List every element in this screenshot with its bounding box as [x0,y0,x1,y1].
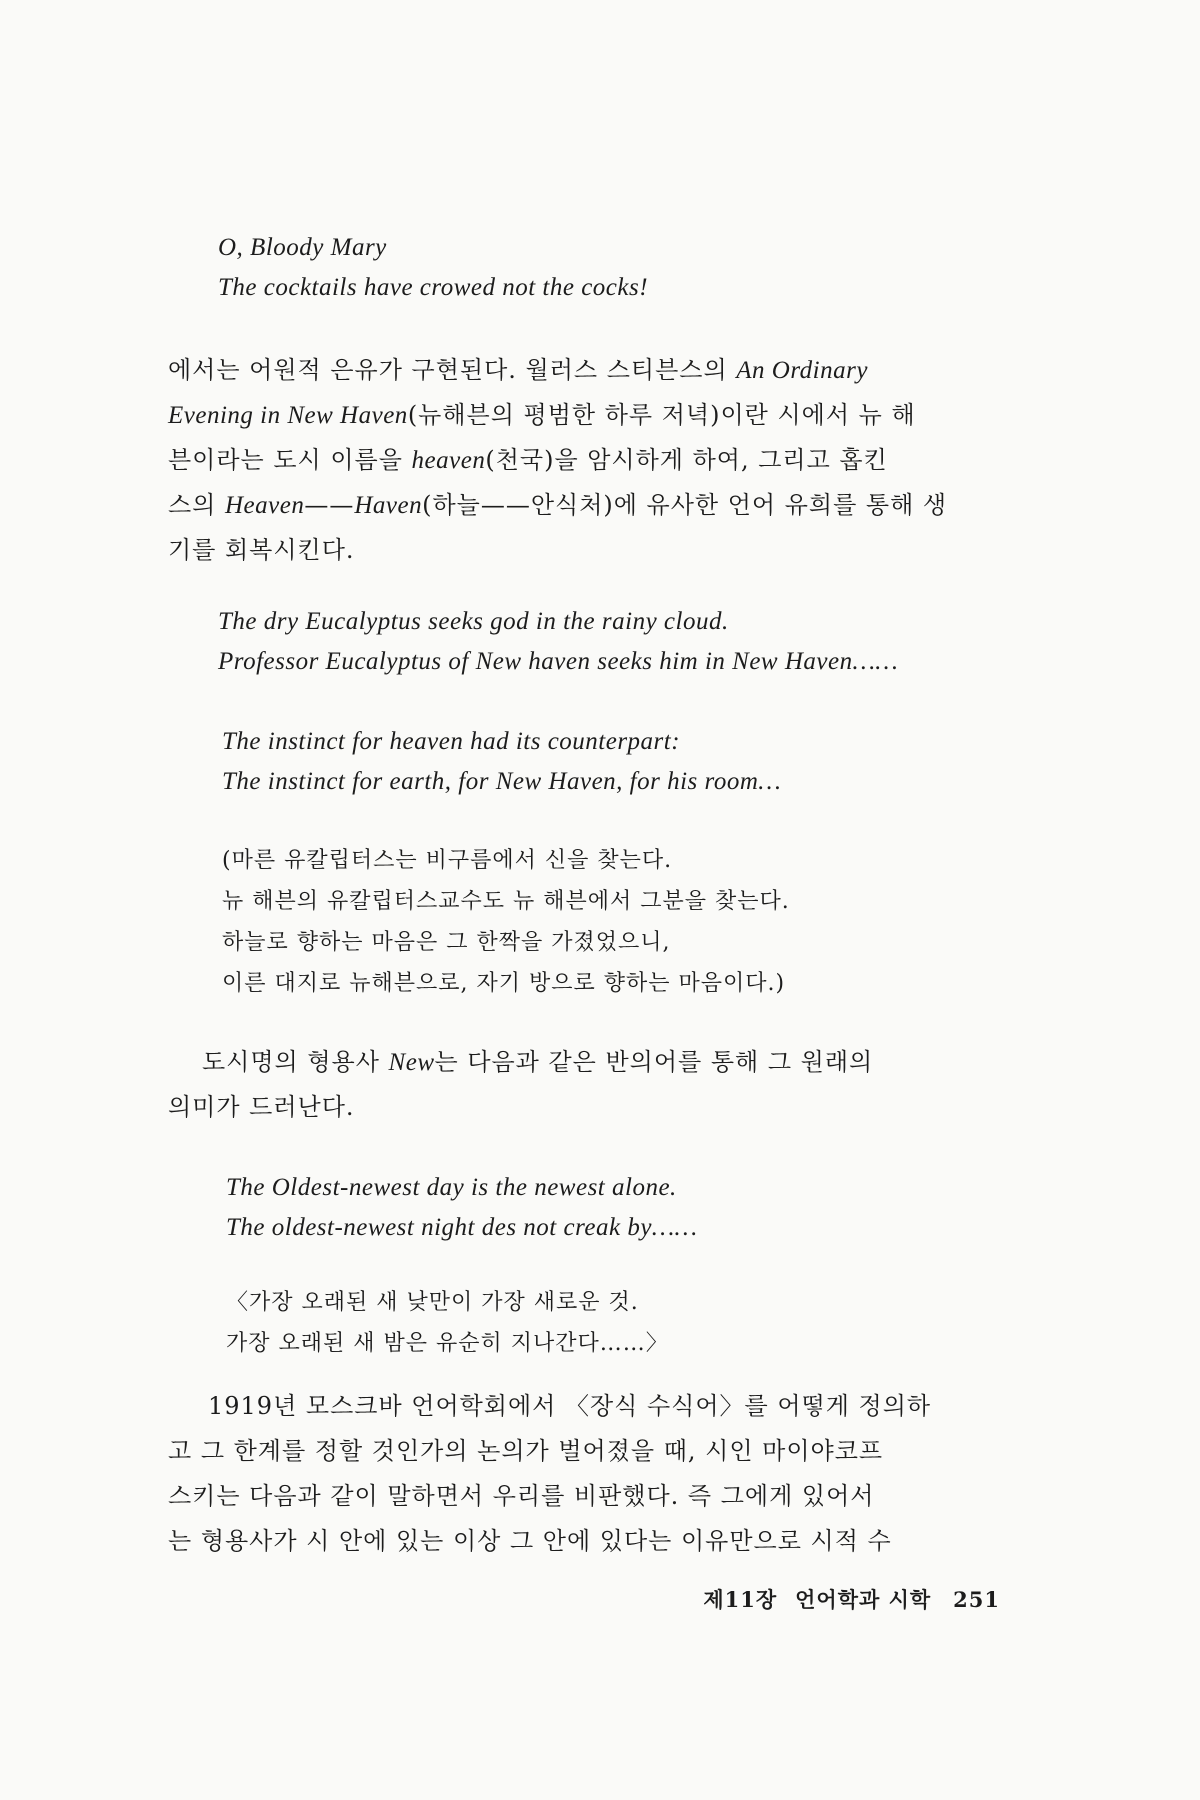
english-verse-3 [222,722,781,802]
em-dash: —— [480,491,531,519]
chapter-number: 제11장 [703,1587,778,1612]
verse-line: The instinct for earth, for New Haven, for his room… [222,768,782,795]
paragraph-line [168,528,1038,573]
text-run: 도시명의 형용사 [202,1048,389,1076]
body-paragraph-2 [168,1040,1038,1130]
italic-title: Evening in New Haven [168,402,408,429]
verse-line: O, Bloody Mary [218,234,387,261]
italic-title: An Ordinary [736,357,868,384]
running-footer [0,1584,1000,1614]
paragraph-line [168,438,1038,483]
text-run: 스의 [168,491,225,519]
korean-translation-1 [222,840,790,1004]
translation-line: (마른 유칼립터스는 비구름에서 신을 찾는다. [222,848,673,873]
paragraph-line [168,483,1038,528]
paragraph-line: 1919년 모스크바 언어학회에서 〈장식 수식어〉를 어떻게 정의하 [208,1392,932,1420]
paragraph-line: 스키는 다음과 같이 말하면서 우리를 비판했다. 즉 그에게 있어서 [168,1482,875,1510]
translation-line: 〈가장 오래된 새 낮만이 가장 새로운 것. [226,1290,639,1315]
body-paragraph-3 [168,1384,1038,1564]
paragraph-line [168,348,1038,393]
translation-line: 하늘로 향하는 마음은 그 한짝을 가졌었으니, [222,930,671,955]
verse-line: Professor Eucalyptus of New haven seeks him in New Haven…… [218,648,899,675]
english-verse-1 [218,228,648,308]
text-run: 는 다음과 같은 반의어를 통해 그 원래의 [434,1048,874,1076]
translation-line: 가장 오래된 새 밤은 유순히 지나간다……〉 [226,1331,669,1356]
verse-line: The instinct for heaven had its counterpart: [222,728,681,755]
italic-word: New [388,1049,435,1076]
paragraph-line: 는 형용사가 시 안에 있는 이상 그 안에 있다는 이유만으로 시적 수 [168,1527,892,1555]
text-run: 안식처)에 유사한 언어 유희를 통해 생 [530,491,948,519]
em-dash: —— [304,491,355,519]
body-paragraph-1 [168,348,1038,573]
paragraph-line [168,1040,1038,1085]
korean-translation-2 [226,1282,669,1364]
text-run: 에서는 어원적 은유가 구현된다. 월러스 스티븐스의 [168,356,737,384]
text-run: 의미가 드러난다. [168,1093,355,1121]
paragraph-line [168,1085,1038,1130]
english-verse-4 [226,1168,697,1248]
verse-line: The dry Eucalyptus seeks god in the rainy cloud. [218,608,729,635]
verse-line: The cocktails have crowed not the cocks! [218,274,649,301]
english-verse-2 [218,602,898,682]
verse-line: The oldest-newest night des not creak by…… [226,1214,698,1241]
chapter-title: 언어학과 시학 [795,1587,932,1612]
italic-word: Haven [354,492,423,519]
page-number: 251 [953,1587,1000,1612]
text-run: (천국)을 암시하게 하여, 그리고 홉킨 [485,446,888,474]
text-run: 기를 회복시킨다. [168,536,355,564]
text-run: (하늘 [422,491,481,519]
paragraph-line [168,393,1038,438]
translation-line: 이른 대지로 뉴해븐으로, 자기 방으로 향하는 마음이다.) [222,971,786,996]
italic-word: heaven [411,447,486,474]
translation-line: 뉴 해븐의 유칼립터스교수도 뉴 해븐에서 그분을 찾는다. [222,889,790,914]
text-run: 븐이라는 도시 이름을 [168,446,412,474]
italic-word: Heaven [225,492,305,519]
text-run: (뉴해븐의 평범한 하루 저녁)이란 시에서 뉴 해 [407,401,916,429]
paragraph-line: 고 그 한계를 정할 것인가의 논의가 벌어졌을 때, 시인 마이야코프 [168,1437,884,1465]
verse-line: The Oldest-newest day is the newest alone. [226,1174,677,1201]
